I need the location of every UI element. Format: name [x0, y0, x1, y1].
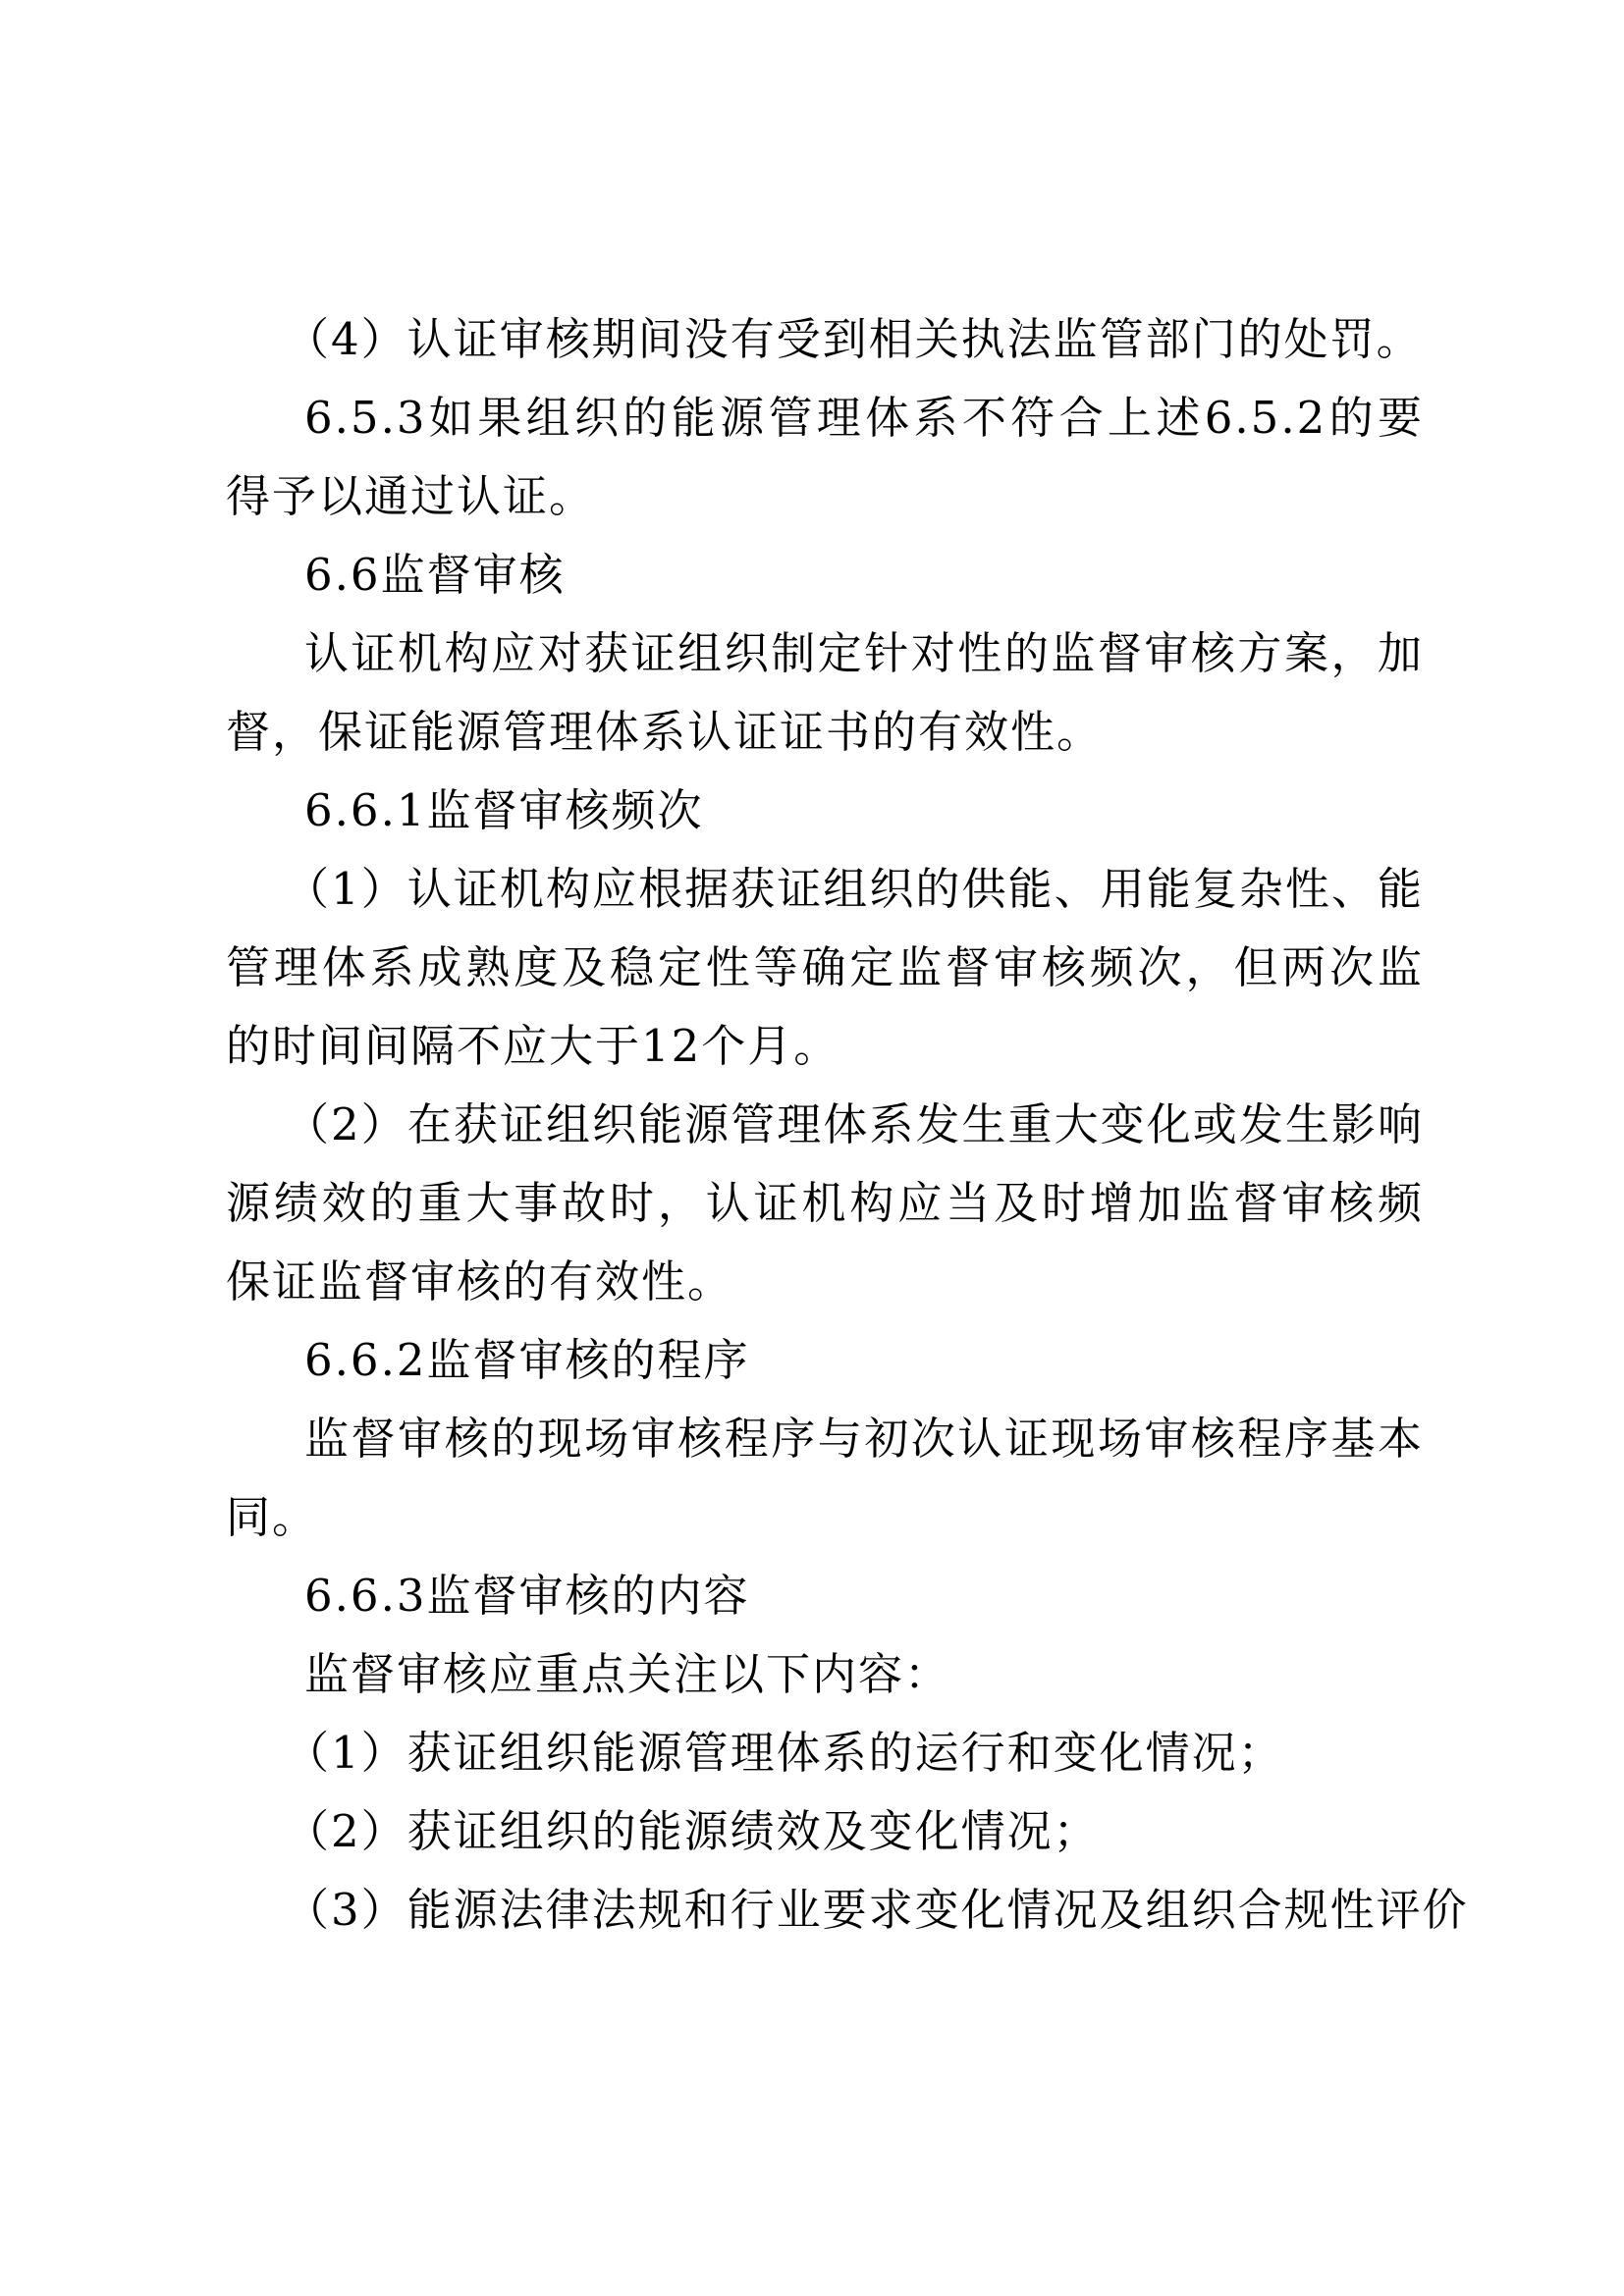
paragraph-line: （2）在获证组织能源管理体系发生重大变化或发生影响: [285, 1098, 1424, 1150]
section-heading: 6.6.2监督审核的程序: [304, 1334, 750, 1386]
paragraph-line: （1）认证机构应根据获证组织的供能、用能复杂性、能: [285, 863, 1424, 915]
paragraph-line: 督，保证能源管理体系认证证书的有效性。: [226, 706, 1104, 758]
paragraph-line: 的时间间隔不应大于12个月。: [226, 1020, 840, 1072]
list-item: （1）获证组织能源管理体系的运行和变化情况；: [285, 1727, 1284, 1779]
section-heading: 6.6监督审核: [304, 549, 566, 601]
paragraph-line: 管理体系成熟度及稳定性等确定监督审核频次，但两次监: [226, 941, 1424, 993]
paragraph-line: 同。: [226, 1491, 319, 1543]
paragraph-line: 6.5.3如果组织的能源管理体系不符合上述6.5.2的要: [304, 392, 1424, 444]
paragraph-line: 认证机构应对获证组织制定针对性的监督审核方案，加: [304, 627, 1424, 679]
paragraph-line: （4）认证审核期间没有受到相关执法监管部门的处罚。: [285, 313, 1423, 365]
list-item: （2）获证组织的能源绩效及变化情况；: [285, 1805, 1100, 1857]
section-heading: 6.6.3监督审核的内容: [304, 1570, 750, 1622]
paragraph-line: 保证监督审核的有效性。: [226, 1255, 734, 1308]
paragraph-line: 得予以通过认证。: [226, 470, 596, 522]
paragraph-line: 源绩效的重大事故时，认证机构应当及时增加监督审核频: [226, 1177, 1424, 1229]
list-item: （3）能源法律法规和行业要求变化情况及组织合规性评价: [285, 1884, 1469, 1936]
paragraph-line: 监督审核应重点关注以下内容：: [304, 1648, 951, 1700]
section-heading: 6.6.1监督审核频次: [304, 784, 704, 836]
paragraph-line: 监督审核的现场审核程序与初次认证现场审核程序基本: [304, 1413, 1424, 1465]
